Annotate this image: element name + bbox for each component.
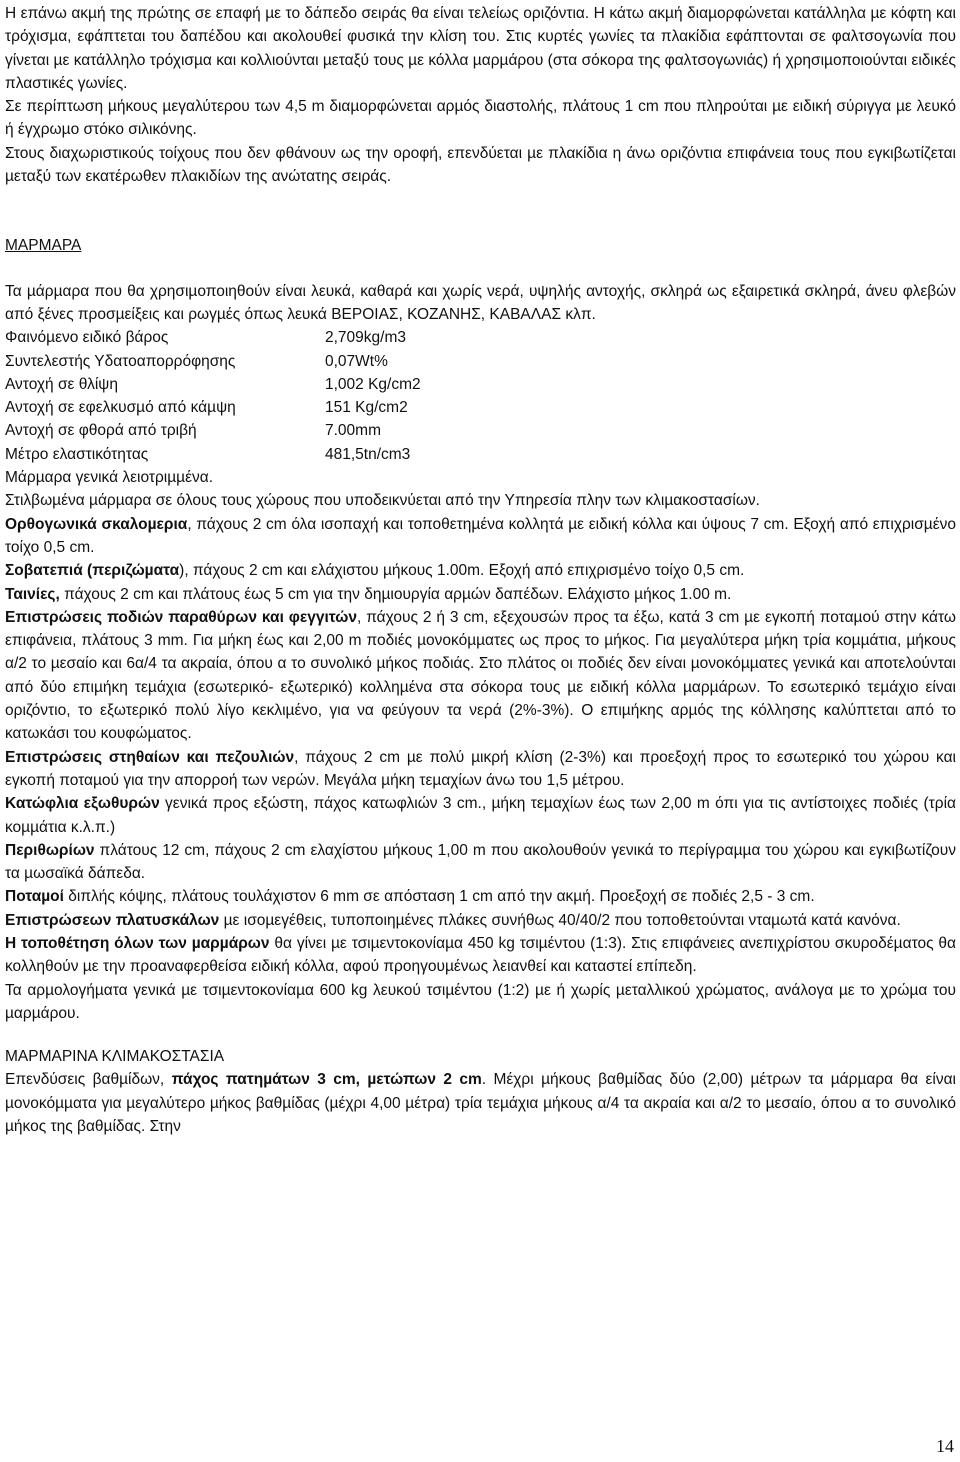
property-name: Συντελεστής Υδατοαπορρόφησης: [5, 352, 236, 370]
item-title: Επιστρώσεων πλατυσκάλων: [5, 911, 220, 929]
property-value: 481,5tn/cm3: [325, 445, 411, 463]
stairs-heading: ΜΑΡΜΑΡΙΝΑ ΚΛΙΜΑΚΟΣΤΑΣΙΑ: [5, 1048, 225, 1066]
item-text: , πάχους 2 ή 3 cm, εξεχουσών προς τα έξω, κατά 3 cm µε εγκοπή ποταµού στην κάτω επιφάνεια, πλάτους 3 mm. Για µήκη έως και 2,00 m ποδιές µονοκόµµατες ως προς το µήκος. Για µεγαλύτερα µήκη τρία κοµµάτια, µήκους α/2 το µεσαίο και 6α/4 τα ακραία, όπου α το συνολικό µήκος ποδιάς. Στο πλάτος οι ποδιές δεν είναι µονοκόµµατες γενικά και αποτελούνται από δύο επιµήκη τεµάχια (εσωτερικό- εξωτερικό) κολληµένα στα σόκορα τους µε ειδική κόλλα µαρµάρων. Το εσωτερικό τεµάχιο είναι οριζόντιο, το εξωτερικό πολύ λίγο κεκλιµένο, για να φεύγουν τα νερά (2%-3%). Ο επιµήκης αρµός της κόλλησης καλύπτεται από το κατωκάσι του κουφώµατος.: [5, 608, 956, 743]
item-text: θα γίνει µε τσιµεντοκονίαµα 450 kg τσιµέντου (1:3). Στις επιφάνειες ανεπιχρίστου σκυροδέµατος θα κολληθούν µε την προαναφερθείσα ειδική κόλλα, αφού προηγουµένως λειανθεί και καταστεί επίπεδη.: [5, 934, 957, 976]
stairs-bold: πάχος πατηµάτων 3 cm, µετώπων 2 cm: [171, 1071, 482, 1089]
stairs-text: . Μέχρι µήκους βαθµίδας δύο (2,00) µέτρων τα µάρµαρα θα είναι µονοκόµµατα για µεγαλύτερο µήκος βαθµίδας (µέχρι 4,00 µέτρα) τρία τεµάχια µήκους α/4 τα ακραία και α/2 το µεσαίο, όπου α το συνολικό µήκος της βαθµίδας. Στην: [5, 1071, 956, 1136]
property-value: 2,709kg/m3: [325, 329, 406, 347]
intro-paragraph-2: Σε περίπτωση µήκους µεγαλύτερου των 4,5 m διαµορφώνεται αρµός διαστολής, πλάτους 1 cm που πληρούται µε ειδική σύριγγα µε λευκό ή έγχρωµο στόκο σιλικόνης.: [5, 98, 956, 139]
item-title: Επιστρώσεις στηθαίων και πεζουλιών: [5, 748, 295, 766]
property-value: 0,07Wt%: [325, 352, 388, 370]
item-title: Κατώφλια εξωθυρών: [5, 795, 160, 813]
item-title: Σοβατεπιά (περιζώµατα: [5, 562, 180, 580]
item-text: πάχους 2 cm και πλάτους έως 5 cm για την δηµιουργία αρµών δαπέδων. Ελάχιστο µήκος 1.00 m.: [59, 585, 732, 603]
marble-item: [5, 559, 956, 582]
property-name: Αντοχή σε φθορά από τριβή: [5, 422, 197, 440]
property-name: Αντοχή σε εφελκυσµό από κάµψη: [5, 399, 236, 417]
marble-item: [5, 746, 956, 793]
item-title: Η τοποθέτηση όλων των µαρµάρων: [5, 934, 270, 952]
item-text: διπλής κόψης, πλάτους τουλάχιστον 6 mm σε απόσταση 1 cm από την ακµή. Προεξοχή σε ποδιές 2,5 - 3 cm.: [63, 888, 815, 906]
marble-item: [5, 606, 956, 746]
marble-item: [5, 839, 956, 886]
property-row: [5, 443, 956, 466]
marble-item: [5, 792, 956, 839]
polish-note: Μάρµαρα γενικά λειοτριµµένα.: [5, 469, 214, 487]
marble-item: [5, 909, 956, 932]
property-row: [5, 350, 956, 373]
property-row: [5, 396, 956, 419]
marble-item: [5, 583, 956, 606]
item-title: Επιστρώσεις ποδιών παραθύρων και φεγγιτών: [5, 608, 357, 626]
item-text: µε ισοµεγέθεις, τυποποιηµένες πλάκες συνήθως 40/40/2 που τοποθετούνται νταµωτά κατά κανόνα.: [219, 911, 901, 929]
property-row: [5, 419, 956, 442]
marble-item: [5, 885, 956, 908]
stairs-paragraph: [5, 1068, 956, 1138]
property-value: 151 Kg/cm2: [325, 399, 408, 417]
item-title: Περιθωρίων: [5, 841, 95, 859]
intro-paragraph-1: Η επάνω ακµή της πρώτης σε επαφή µε το δάπεδο σειράς θα είναι τελείως οριζόντια. Η κάτω ακµή διαµορφώνεται κατάλληλα µε κόφτη και τρόχισµα, εφάπτεται του δαπέδου και ακολουθεί φυσικά την κλίση του. Στις κυρτές γωνίες τα πλακίδια εφάπτονται σε φαλτσογωνία που γίνεται µε κατάλληλο τρόχισµα και κολλιούνται µεταξύ τους µε κόλλα µαρµάρου (στα σόκορα της φαλτσογωνιάς) ή χρησιµοποιούνται ειδικές πλαστικές γωνίες.: [5, 5, 956, 92]
item-title: Ορθογωνικά σκαλοµερια: [5, 515, 188, 533]
property-name: Αντοχή σε θλίψη: [5, 375, 118, 393]
document-page: [5, 2, 956, 1138]
property-name: Φαινόµενο ειδικό βάρος: [5, 329, 169, 347]
marble-item: [5, 932, 956, 979]
joints-note: Τα αρµολογήµατα γενικά µε τσιµεντοκονίαµα 600 kg λευκού τσιµέντου (1:2) µε ή χωρίς µεταλλικού χρώµατος, ανάλογα µε το χρώµα του µαρµάρου.: [5, 981, 956, 1022]
item-text: , πάχους 2 cm µε πολύ µικρή κλίση (2-3%) και προεξοχή προς το εσωτερικό του χώρου και εγκοπή ποταµού για την απορροή των νερών. Μεγάλα µήκη τεµαχίων άνω του 1,5 µέτρου.: [5, 748, 957, 789]
property-row: [5, 373, 956, 396]
property-value: 7.00mm: [325, 422, 381, 440]
intro-paragraph-3: Στους διαχωριστικούς τοίχους που δεν φθάνουν ως την οροφή, επενδύεται µε πλακίδια η άνω οριζόντια επιφάνεια τους που εγκιβωτίζεται µεταξύ των εκατέρωθεν πλακιδίων της ανώτατης σειράς.: [5, 144, 956, 186]
property-row: [5, 326, 956, 349]
marble-description: Τα µάρµαρα που θα χρησιµοποιηθούν είναι λευκά, καθαρά και χωρίς νερά, υψηλής αντοχής, σκληρά ως εξαιρετικά σκληρά, άνευ φλεβών από ξένες προσµείξεις και ρωγµές όπως λευκά ΒΕΡΟΙΑΣ, ΚΟΖΑΝΗΣ, ΚΑΒΑΛΑΣ κλπ.: [5, 282, 956, 323]
item-text: γενικά προς εξώστη, πάχος κατωφλιών 3 cm., µήκη τεµαχίων έως των 2,00 m όπι για τις αντίστοιχες ποδιές (τρία κοµµάτια κ.λ.π.): [5, 795, 956, 836]
property-name: Μέτρο ελαστικότητας: [5, 445, 149, 463]
marble-heading: ΜΑΡΜΑΡΑ: [5, 237, 82, 255]
item-title: Ποταµοί: [5, 888, 64, 906]
item-text: πλάτους 12 cm, πάχους 2 cm ελαχίστου µήκους 1,00 m που ακολουθούν γενικά το περίγραµµα του χώρου και εγκιβωτίζουν τα µωσαϊκά δάπεδα.: [5, 841, 956, 883]
stairs-lead: Επενδύσεις βαθµίδων,: [5, 1071, 172, 1089]
item-title: Ταινίες,: [5, 585, 60, 603]
marble-properties: [5, 326, 956, 466]
polished-note: Στιλβωµένα µάρµαρα σε όλους τους χώρους που υποδεικνύεται από την Υπηρεσία πλην των κλιµακοστασίων.: [5, 492, 760, 510]
item-text: , πάχους 2 cm όλα ισοπαχή και τοποθετηµένα κολλητά µε ειδική κόλλα και ύψους 7 cm. Εξοχή από επιχρισµένο τοίχο 0,5 cm.: [5, 515, 956, 556]
item-text: ), πάχους 2 cm και ελάχιστου µήκους 1.00m. Εξοχή από επιχρισµένο τοίχο 0,5 cm.: [179, 562, 745, 580]
property-value: 1,002 Kg/cm2: [325, 375, 421, 393]
page-number: 14: [936, 1436, 954, 1456]
marble-item: [5, 513, 956, 560]
